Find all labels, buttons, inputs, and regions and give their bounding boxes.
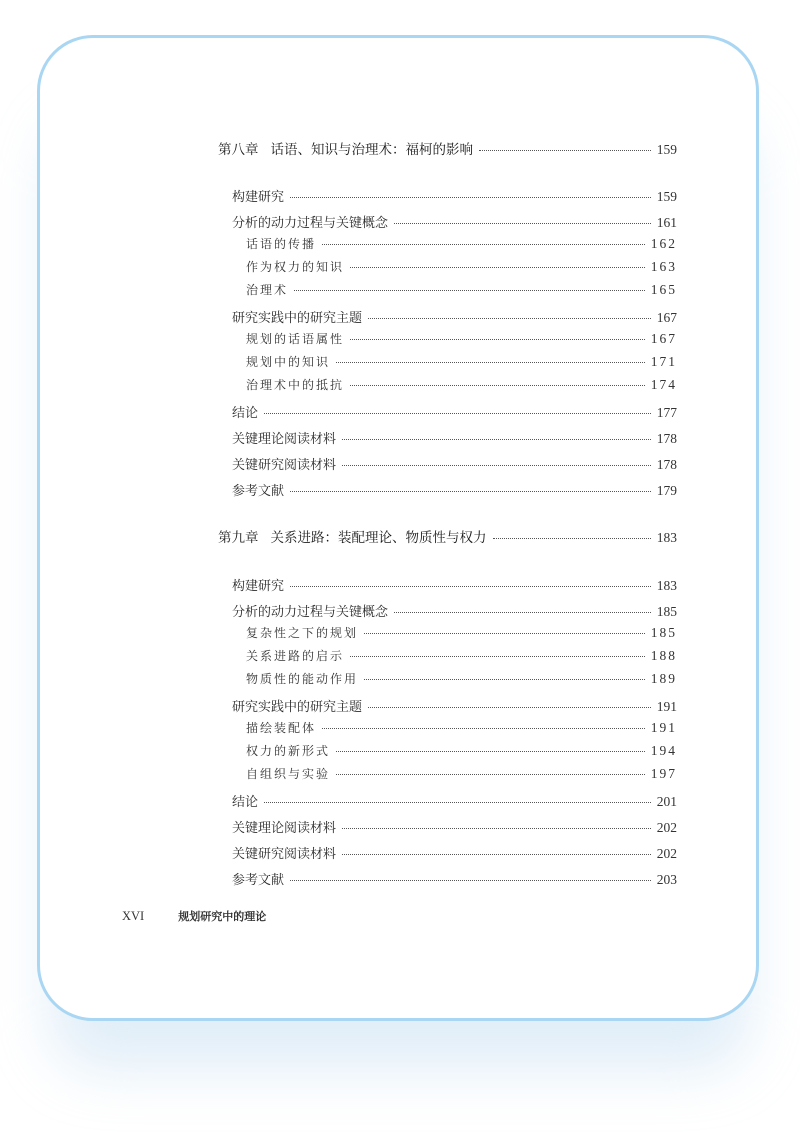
page-number: 177	[656, 405, 677, 420]
toc-entry[interactable]	[218, 601, 677, 620]
entry-title: 物质性的能动作用	[246, 672, 359, 686]
page-number: 165	[650, 282, 677, 297]
toc-chapter-9[interactable]	[218, 526, 677, 546]
dot-leader	[290, 196, 651, 198]
page-number: 159	[656, 142, 677, 157]
toc-subentry[interactable]	[218, 742, 677, 759]
toc-entry[interactable]	[218, 402, 677, 421]
toc-entry[interactable]	[218, 791, 677, 810]
entry-title: 关键研究阅读材料	[232, 458, 337, 473]
toc-subentry[interactable]	[218, 258, 677, 275]
entry-title: 构建研究	[232, 190, 285, 205]
toc-subentry[interactable]	[218, 376, 677, 393]
toc-entry[interactable]	[218, 428, 677, 447]
toc-chapter-8[interactable]	[218, 138, 677, 158]
page-number: 185	[650, 625, 677, 640]
dot-leader	[350, 266, 645, 268]
dot-leader	[290, 490, 651, 492]
chapter-number: 第九章	[218, 530, 259, 546]
page-number: 178	[656, 431, 677, 446]
dot-leader	[364, 632, 645, 634]
dot-leader	[336, 750, 645, 752]
dot-leader	[264, 412, 651, 414]
dot-leader	[322, 727, 645, 729]
page-number: 167	[656, 310, 677, 325]
entry-title: 参考文献	[232, 484, 285, 499]
page-number: 191	[650, 720, 677, 735]
chapter-title: 关系进路：装配理论、物质性与权力	[270, 530, 487, 546]
page-footer	[122, 908, 266, 924]
page-number: 183	[656, 578, 677, 593]
dot-leader	[342, 853, 651, 855]
entry-title: 描绘装配体	[246, 721, 317, 735]
toc-entry[interactable]	[218, 307, 677, 326]
page-number: 185	[656, 604, 677, 619]
page-number: 171	[650, 354, 677, 369]
page-number: 197	[650, 766, 677, 781]
page-number: 194	[650, 743, 677, 758]
entry-title: 研究实践中的研究主题	[232, 311, 363, 326]
entry-title: 复杂性之下的规划	[246, 626, 359, 640]
entry-title: 研究实践中的研究主题	[232, 700, 363, 715]
dot-leader	[294, 289, 645, 291]
footer-page-number: XVI	[122, 909, 145, 923]
toc-entry[interactable]	[218, 186, 677, 205]
page-number: 191	[656, 699, 677, 714]
toc-subentry[interactable]	[218, 281, 677, 298]
page-number: 178	[656, 457, 677, 472]
toc-entry[interactable]	[218, 869, 677, 888]
entry-title: 参考文献	[232, 873, 285, 888]
dot-leader	[342, 827, 651, 829]
entry-title: 分析的动力过程与关键概念	[232, 216, 389, 231]
dot-leader	[290, 585, 651, 587]
entry-title: 结论	[232, 795, 259, 810]
toc-entry[interactable]	[218, 575, 677, 594]
page-card	[37, 35, 759, 1021]
toc-entry[interactable]	[218, 696, 677, 715]
entry-title: 规划的话语属性	[246, 332, 345, 346]
page-number: 202	[656, 820, 677, 835]
entry-title: 关键研究阅读材料	[232, 847, 337, 862]
page-number: 162	[650, 236, 677, 251]
toc-subentry[interactable]	[218, 353, 677, 370]
page-number: 202	[656, 846, 677, 861]
entry-title: 关键理论阅读材料	[232, 432, 337, 447]
dot-leader	[368, 706, 651, 708]
dot-leader	[264, 801, 651, 803]
toc-entry[interactable]	[218, 212, 677, 231]
dot-leader	[350, 655, 645, 657]
page-number: 161	[656, 215, 677, 230]
dot-leader	[350, 384, 645, 386]
page-number: 189	[650, 671, 677, 686]
page-number: 163	[650, 259, 677, 274]
entry-title: 分析的动力过程与关键概念	[232, 605, 389, 620]
toc-subentry[interactable]	[218, 670, 677, 687]
dot-leader	[364, 678, 645, 680]
page-number: 201	[656, 794, 677, 809]
toc-subentry[interactable]	[218, 624, 677, 641]
dot-leader	[336, 773, 645, 775]
entry-title: 权力的新形式	[246, 744, 331, 758]
toc-subentry[interactable]	[218, 719, 677, 736]
toc-entry[interactable]	[218, 480, 677, 499]
toc-subentry[interactable]	[218, 330, 677, 347]
page-number: 159	[656, 189, 677, 204]
entry-title: 关键理论阅读材料	[232, 821, 337, 836]
toc-entry[interactable]	[218, 817, 677, 836]
chapter-title: 话语、知识与治理术：福柯的影响	[270, 142, 473, 158]
entry-title: 治理术	[246, 283, 289, 297]
entry-title: 结论	[232, 406, 259, 421]
dot-leader	[342, 464, 651, 466]
entry-title: 关系进路的启示	[246, 649, 345, 663]
toc-entry[interactable]	[218, 843, 677, 862]
page-number: 174	[650, 377, 677, 392]
dot-leader	[342, 438, 651, 440]
page-number: 183	[656, 530, 677, 545]
dot-leader	[336, 361, 645, 363]
toc-entry[interactable]	[218, 454, 677, 473]
dot-leader	[493, 537, 651, 539]
dot-leader	[394, 611, 651, 613]
dot-leader	[479, 149, 651, 151]
entry-title: 治理术中的抵抗	[246, 378, 345, 392]
entry-title: 作为权力的知识	[246, 260, 345, 274]
toc-subentry[interactable]	[218, 647, 677, 664]
chapter-number: 第八章	[218, 142, 259, 158]
toc-subentry[interactable]	[218, 765, 677, 782]
dot-leader	[322, 243, 645, 245]
page-number: 167	[650, 331, 677, 346]
page-number: 188	[650, 648, 677, 663]
dot-leader	[350, 338, 645, 340]
page-number: 203	[656, 872, 677, 887]
dot-leader	[290, 879, 651, 881]
dot-leader	[394, 222, 651, 224]
dot-leader	[368, 317, 651, 319]
running-title: 规划研究中的理论	[178, 910, 267, 923]
entry-title: 话语的传播	[246, 237, 317, 251]
toc-subentry[interactable]	[218, 235, 677, 252]
entry-title: 自组织与实验	[246, 767, 331, 781]
entry-title: 规划中的知识	[246, 355, 331, 369]
entry-title: 构建研究	[232, 579, 285, 594]
page-number: 179	[656, 483, 677, 498]
